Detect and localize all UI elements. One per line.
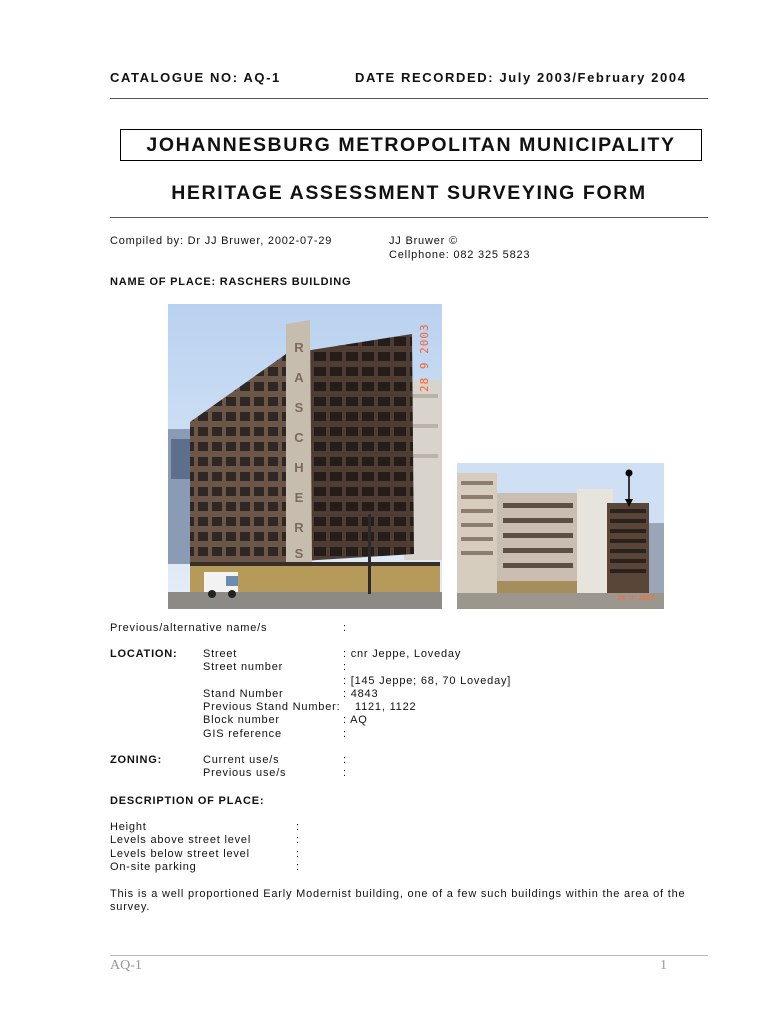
zoning-values	[343, 754, 347, 781]
description-text	[110, 888, 720, 915]
description-value-parking: :	[296, 860, 300, 873]
location-value-street-number: :	[343, 661, 347, 674]
location-value-previous-stand: 1121, 1122	[355, 701, 417, 714]
description-value-height: :	[296, 821, 300, 833]
cellphone: Cellphone: 082 325 5823	[389, 249, 531, 261]
description-labels	[110, 821, 251, 874]
name-of-place: NAME OF PLACE: RASCHERS BUILDING	[110, 276, 352, 288]
building-photo-street	[457, 463, 664, 609]
zoning-label-current: Current use/s	[203, 754, 280, 766]
footer-catalogue: AQ-1	[110, 958, 142, 973]
svg-text:R: R	[294, 340, 304, 355]
description-label-parking: On-site parking	[110, 860, 197, 873]
location-label-previous-stand: Previous Stand Number:	[203, 701, 341, 714]
catalogue-number: CATALOGUE NO: AQ-1	[110, 70, 281, 85]
zoning-value-current: :	[343, 754, 347, 766]
description-heading: DESCRIPTION OF PLACE:	[110, 795, 265, 807]
compiled-by: Compiled by: Dr JJ Bruwer, 2002-07-29	[110, 235, 333, 247]
small-photo-date-stamp: 28 9 2003	[617, 594, 655, 602]
photo-date-stamp: 28 9 2003	[418, 323, 431, 392]
svg-text:C: C	[294, 430, 304, 445]
building-photo-main	[168, 304, 442, 609]
description-values	[296, 821, 300, 874]
location-label-blank	[203, 675, 340, 688]
location-value-gis: :	[343, 727, 347, 740]
author-name: JJ Bruwer ©	[389, 235, 458, 247]
location-value-block: : AQ	[343, 714, 368, 727]
svg-text:S: S	[294, 400, 304, 415]
location-label-stand-number: Stand Number	[203, 687, 284, 700]
svg-text:R: R	[294, 520, 304, 535]
date-recorded: DATE RECORDED: July 2003/February 2004	[355, 70, 687, 85]
form-subtitle: HERITAGE ASSESSMENT SURVEYING FORM	[171, 182, 647, 204]
svg-text:E: E	[294, 490, 304, 505]
footer-divider	[110, 955, 708, 956]
previous-names-value: :	[343, 622, 347, 634]
location-label-street: Street	[203, 648, 238, 660]
description-label-levels-above: Levels above street level	[110, 834, 252, 847]
location-value-street-addresses: : [145 Jeppe; 68, 70 Loveday]	[343, 674, 512, 687]
description-label-height: Height	[110, 821, 147, 833]
location-value-stand-number: : 4843	[343, 687, 379, 700]
zoning-heading: ZONING:	[110, 754, 163, 766]
page-title: JOHANNESBURG METROPOLITAN MUNICIPALITY	[120, 129, 702, 161]
description-value-levels-below: :	[296, 847, 300, 860]
title-divider	[110, 217, 708, 218]
description-text-line2: survey.	[110, 901, 151, 914]
svg-text:A: A	[294, 370, 304, 385]
description-value-levels-above: :	[296, 834, 300, 847]
location-label-gis: GIS reference	[203, 727, 282, 740]
location-label-block: Block number	[203, 714, 280, 727]
description-label-levels-below: Levels below street level	[110, 847, 250, 860]
location-heading: LOCATION:	[110, 648, 178, 660]
page-number: 1	[660, 958, 667, 973]
location-values	[343, 648, 511, 741]
zoning-labels	[203, 754, 286, 781]
previous-names-label: Previous/alternative name/s	[110, 622, 268, 634]
zoning-value-previous: :	[343, 767, 347, 780]
svg-text:S: S	[294, 546, 304, 561]
location-label-street-number: Street number	[203, 661, 284, 674]
zoning-label-previous: Previous use/s	[203, 767, 287, 780]
description-text-line1: This is a well proportioned Early Modernist building, one of a few such buildings within the area of the	[110, 888, 686, 900]
svg-text:H: H	[294, 460, 304, 475]
location-value-street: : cnr Jeppe, Loveday	[343, 648, 462, 660]
header-divider	[110, 98, 708, 99]
location-labels	[203, 648, 340, 741]
